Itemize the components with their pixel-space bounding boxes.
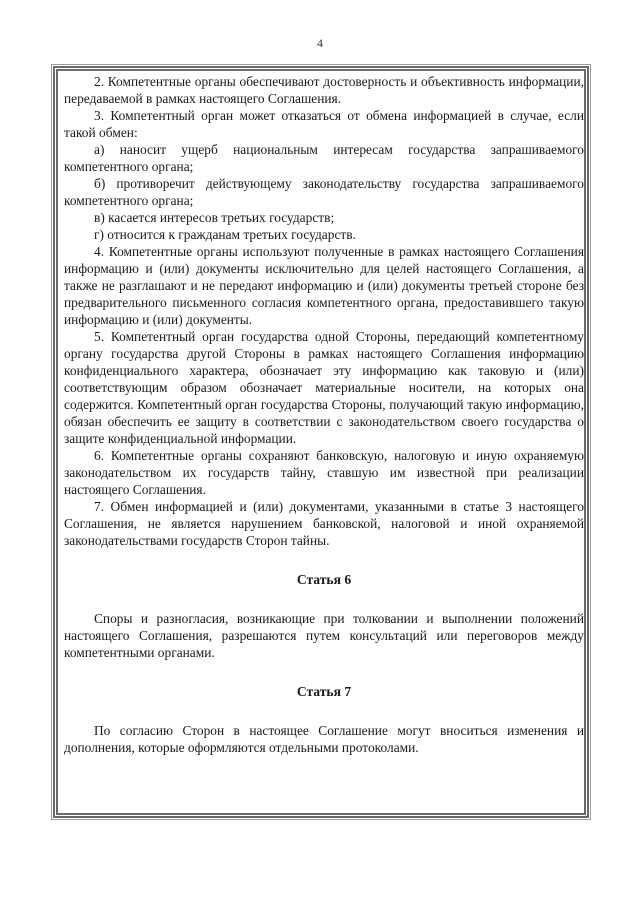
paragraph-5-5: 5. Компетентный орган государства одной Стороны, передающий компетентному органу государства другой Стороны в рамках настоящего Соглашения информацию конфиденциального характера, обозначает эту информацию как таковую и (или) соответствующим образом обозначает материальные носители, на которых она содержится. Компетентный орган государства Стороны, получающий такую информацию, обязан обеспечить ее защиту в соответствии с законодательством своего государства о защите конфиденциальной информации. — [64, 329, 584, 446]
article-7-heading: Статья 7 — [296, 684, 352, 699]
paragraph-5-3-d: г) относится к гражданам третьих государств. — [94, 227, 356, 242]
paragraph-5-6: 6. Компетентные органы сохраняют банковскую, налоговую и иную охраняемую законодательством их государств тайну, ставшую им известной при реализации настоящего Соглашения. — [64, 448, 584, 497]
paragraph-5-3: 3. Компетентный орган может отказаться от обмена информацией в случае, если такой обмен: — [64, 108, 584, 140]
article-7-text: По согласию Сторон в настоящее Соглашение могут вноситься изменения и дополнения, которые оформляются отдельными протоколами. — [64, 723, 584, 755]
page-number: 4 — [317, 36, 323, 50]
paragraph-5-3-c: в) касается интересов третьих государств; — [94, 210, 335, 225]
document-body — [64, 73, 584, 756]
article-6-text: Споры и разногласия, возникающие при толковании и выполнении положений настоящего Соглашения, разрешаются путем консультаций или переговоров между компетентными органами. — [64, 611, 584, 660]
article-6-heading: Статья 6 — [296, 572, 352, 587]
paragraph-5-2: 2. Компетентные органы обеспечивают достоверность и объективность информации, передаваемой в рамках настоящего Соглашения. — [64, 74, 584, 106]
paragraph-5-7: 7. Обмен информацией и (или) документами, указанными в статье 3 настоящего Соглашения, не является нарушением банковской, налоговой и иной охраняемой законодательствами государств Сторон тайны. — [64, 499, 584, 548]
paragraph-5-4: 4. Компетентные органы используют полученные в рамках настоящего Соглашения информацию и (или) документы исключительно для целей настоящего Соглашения, а также не разглашают и не передают информацию и (или) документы третьей стороне без предварительного письменного согласия компетентного органа, предоставившего такую информацию и (или) документы. — [64, 244, 584, 327]
paragraph-5-3-a: а) наносит ущерб национальным интересам государства запрашиваемого компетентного органа; — [64, 142, 584, 174]
paragraph-5-3-b: б) противоречит действующему законодательству государства запрашиваемого компетентного органа; — [64, 176, 584, 208]
